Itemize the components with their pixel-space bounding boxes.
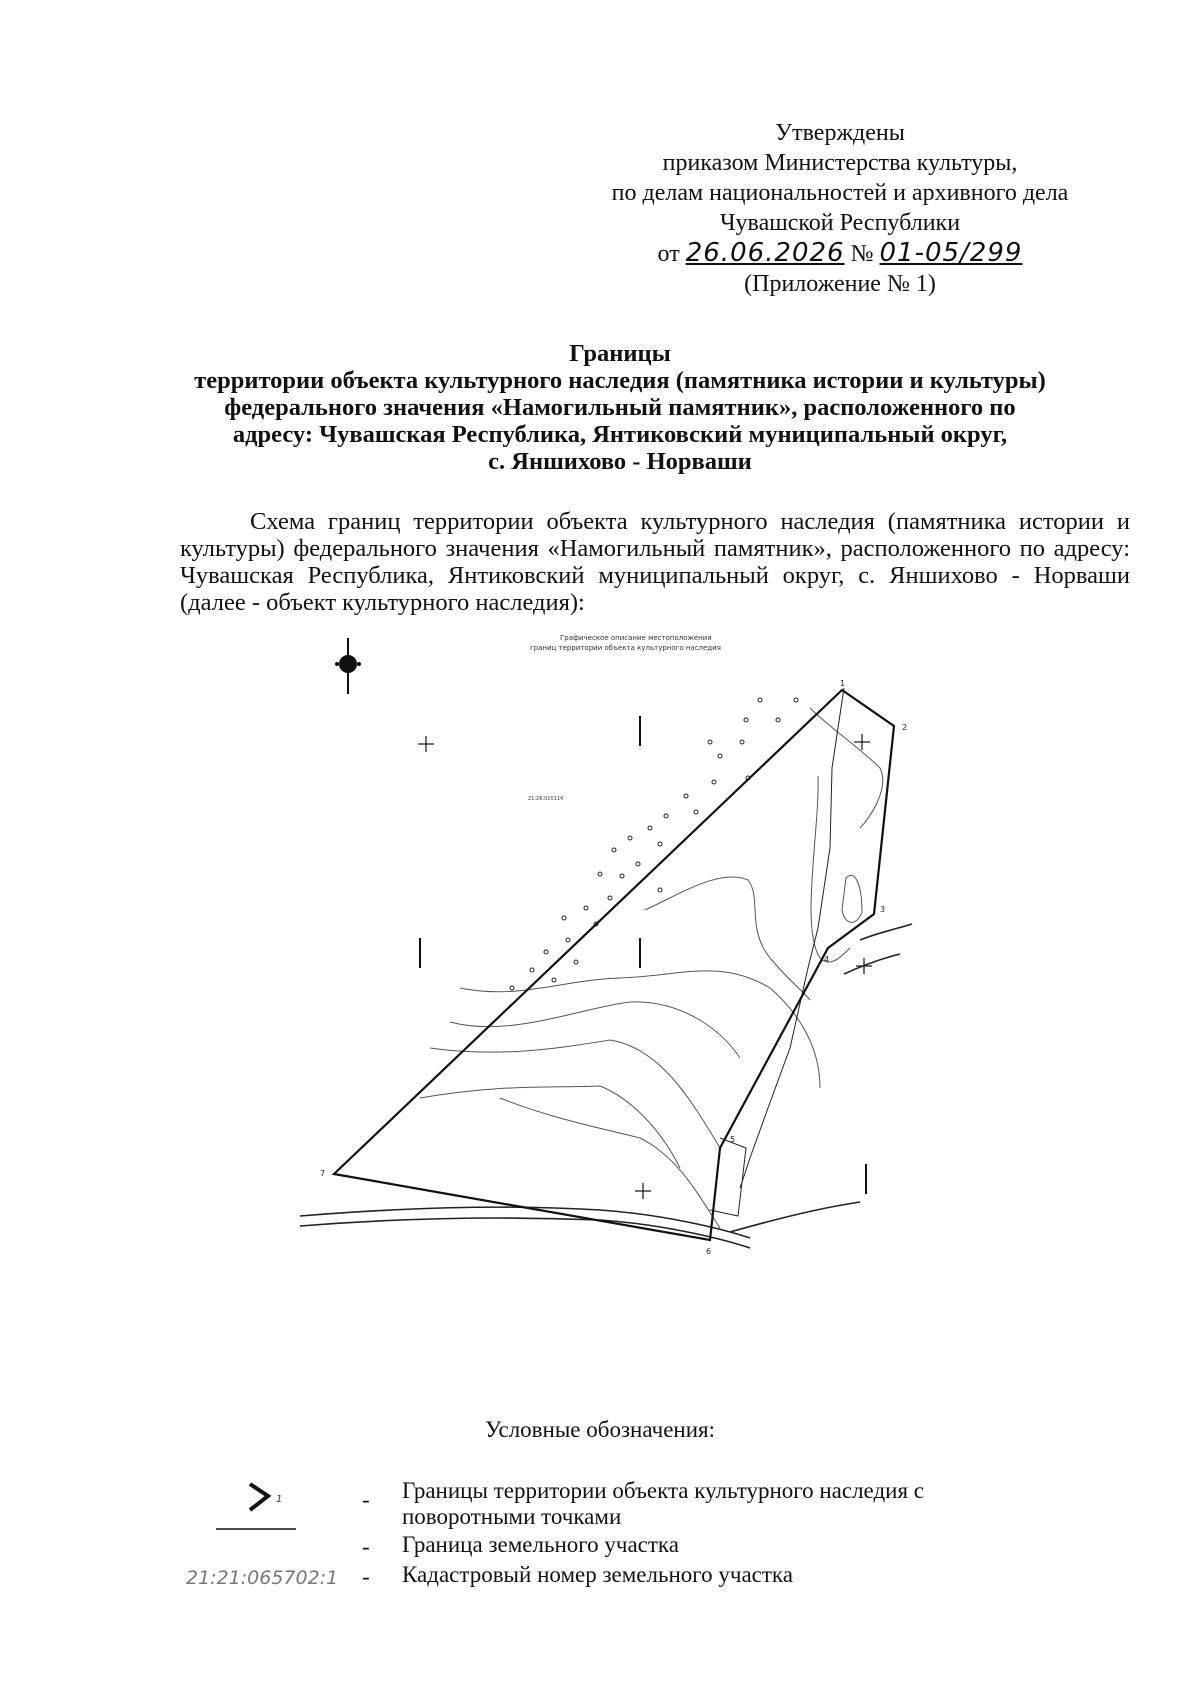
- approval-block: [560, 118, 1120, 299]
- legend-dash-3: -: [362, 1564, 370, 1589]
- title-line-2: территории объекта культурного наследия (памятника истории и культуры): [194, 367, 1046, 394]
- point-7: 7: [320, 1169, 326, 1178]
- heritage-boundary: [334, 690, 894, 1240]
- approval-line-2: приказом Министерства культуры,: [662, 150, 1018, 176]
- boundary-symbol-icon: [240, 1480, 320, 1520]
- parcel-line-symbol: [216, 1526, 306, 1532]
- date-prefix: от: [657, 241, 680, 267]
- parcel-label: 21:26:010114: [528, 796, 564, 802]
- point-4: 4: [824, 955, 830, 964]
- approval-line-4: Чувашской Республики: [719, 210, 961, 236]
- north-arrow-icon: [335, 638, 361, 694]
- legend-item-2: Граница земельного участка: [402, 1532, 679, 1557]
- legend-dash-2: -: [362, 1534, 370, 1559]
- legend-item-1: Границы территории объекта культурного наследия с поворотными точками: [402, 1478, 925, 1529]
- contour-lines: [420, 708, 886, 1228]
- survey-points: [510, 698, 798, 990]
- title-line-4: адресу: Чувашская Республика, Янтиковский муниципальный округ,: [232, 421, 1008, 448]
- title-line-1: Границы: [569, 340, 671, 367]
- approval-date-line: [560, 238, 1120, 269]
- title-line-5: с. Яншихово - Норваши: [488, 448, 752, 475]
- map-caption-line-2: границ территории объекта культурного наследия: [530, 644, 721, 652]
- grid-crosses: [418, 716, 872, 1199]
- legend-title: Условные обозначения:: [484, 1417, 716, 1442]
- title-line-3: федерального значения «Намогильный памятник», расположенного по: [224, 394, 1016, 421]
- boundary-map: [300, 628, 960, 1398]
- point-5: 5: [730, 1135, 736, 1144]
- handwritten-number: 01-05/299: [879, 238, 1023, 268]
- point-1: 1: [840, 679, 846, 688]
- legend-item-3: Кадастровый номер земельного участка: [402, 1562, 793, 1587]
- legend-dash-1: -: [362, 1487, 370, 1512]
- turning-points: [320, 679, 907, 1256]
- point-6: 6: [706, 1247, 712, 1256]
- number-prefix: №: [850, 241, 874, 267]
- description-paragraph: Схема границ территории объекта культурного наследия (памятника истории и культуры) федерального значения «Намогильный памятник», расположенного по адресу: Чувашская Республика, Янтиковский муниципальный округ, с. Яншихово - Норваши (далее - объект культурного наследия):: [180, 508, 1130, 616]
- symbol-point-label: 1: [276, 1494, 283, 1505]
- document-title: [120, 340, 1120, 475]
- approval-line-3: по делам национальностей и архивного дела: [611, 180, 1069, 206]
- point-3: 3: [880, 905, 886, 914]
- appendix-label: (Приложение № 1): [744, 271, 936, 297]
- point-2: 2: [902, 723, 908, 732]
- cadastral-number-example: 21:21:065702:1: [186, 1567, 339, 1589]
- approval-line-1: Утверждены: [775, 120, 905, 146]
- handwritten-date: 26.06.2026: [685, 238, 845, 268]
- map-caption-line-1: Графическое описание местоположения: [560, 634, 712, 642]
